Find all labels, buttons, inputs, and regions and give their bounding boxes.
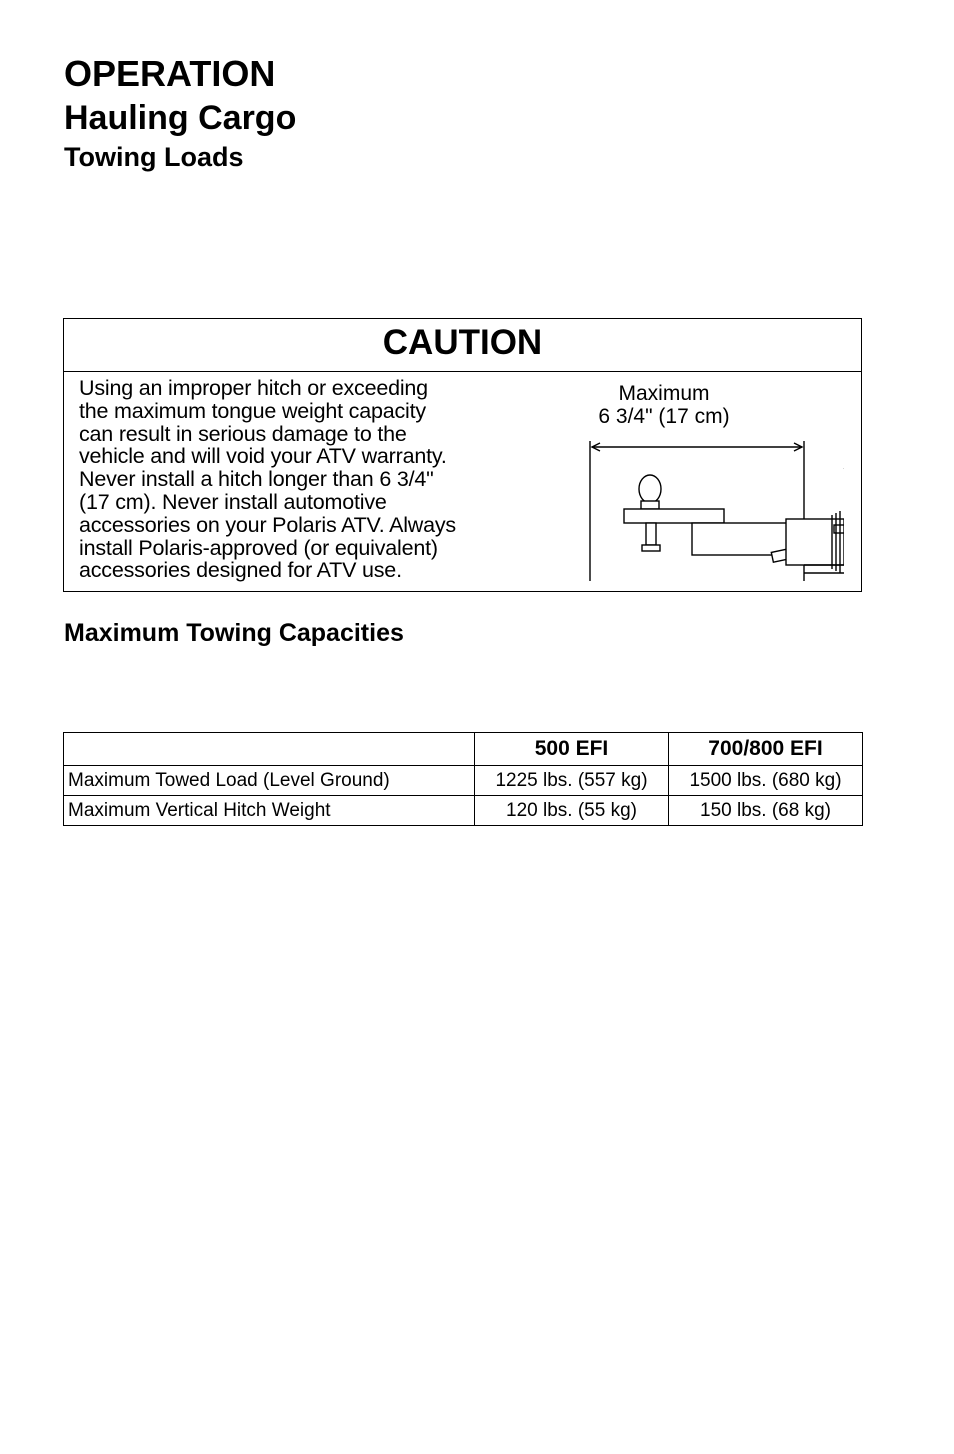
capacities-heading: Maximum Towing Capacities xyxy=(64,619,404,647)
caution-line: Using an improper hitch or exceeding xyxy=(79,376,428,400)
caution-line: (17 cm). Never install automotive xyxy=(79,489,387,514)
caution-line: the maximum tongue weight capacity xyxy=(79,398,426,423)
caution-line: vehicle and will void your ATV warranty. xyxy=(79,444,447,469)
table-row xyxy=(64,796,863,826)
table-cell: 150 lbs. (68 kg) xyxy=(669,796,863,826)
table-row xyxy=(64,766,863,796)
hitch-diagram-icon xyxy=(554,429,844,584)
table-header-cell: 500 EFI xyxy=(475,733,669,766)
table-header-cell: 700/800 EFI xyxy=(669,733,863,766)
caution-line: Never install a hitch longer than 6 3/4" xyxy=(79,467,434,492)
subsection-title: Hauling Cargo xyxy=(64,99,297,137)
table-cell-label: Maximum Vertical Hitch Weight xyxy=(64,796,475,826)
caution-line: can result in serious damage to the xyxy=(79,421,407,446)
table-header-row xyxy=(64,733,863,766)
section-title: OPERATION xyxy=(64,53,276,94)
hitch-label-line1: Maximum xyxy=(618,382,710,405)
topic-title: Towing Loads xyxy=(64,142,244,172)
caution-line: accessories designed for ATV use. xyxy=(79,558,402,583)
table-cell: 120 lbs. (55 kg) xyxy=(475,796,669,826)
caution-box xyxy=(63,318,862,592)
table-cell: 1225 lbs. (557 kg) xyxy=(475,766,669,796)
hitch-dimension-label xyxy=(584,382,744,428)
hitch-label-line2: 6 3/4" (17 cm) xyxy=(598,405,730,428)
table-cell-label: Maximum Towed Load (Level Ground) xyxy=(64,766,475,796)
caution-line: install Polaris-approved (or equivalent) xyxy=(79,535,438,560)
caution-line: accessories on your Polaris ATV. Always xyxy=(79,512,456,537)
caution-text xyxy=(79,377,499,582)
caution-title: CAUTION xyxy=(64,319,861,372)
towing-capacities-table xyxy=(63,732,863,826)
table-cell: 1500 lbs. (680 kg) xyxy=(669,766,863,796)
table-header-cell xyxy=(64,733,475,766)
